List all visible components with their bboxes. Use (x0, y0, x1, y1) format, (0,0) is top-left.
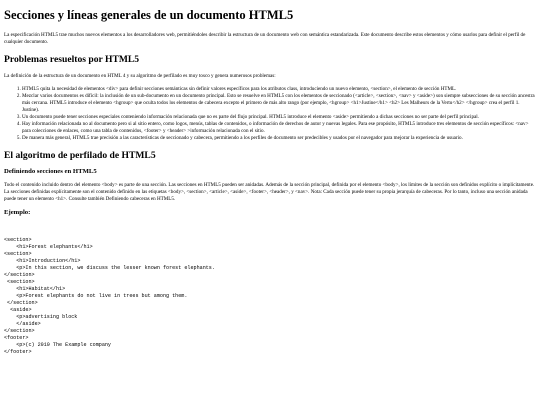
problems-heading: Problemas resueltos por HTML5 (4, 54, 140, 66)
problem-item: 3. Un documento puede tener secciones especiales conteniendo información relacionada que no es parte del flujo principal. HTML5 introduce el elemento <aside> permitiendo a dichas secciones no ser parte del perfil principal. (22, 114, 536, 121)
problems-intro: La definición de la estructura de un documento en HTML 4 y su algoritmo de perfilado es muy tosco y genera numerosos problemas: (4, 72, 276, 79)
algorithm-heading: El algoritmo de perfilado de HTML5 (4, 149, 156, 161)
intro-paragraph: La especificación HTML5 trae muchos nuevos elementos a los desarrolladores web, permitiéndoles describir la estructura de un documento web con semántica estandarizada. Este documento describe estos elementos y cómo usarlos para definir el perfil de cualquier documento. (4, 32, 526, 46)
problems-list (4, 86, 536, 142)
problem-item: 4. Hay información relacionada no al documento pero si al sitio entero, como logos, menús, tablas de contenidos, o información de derechos de autor y nuevas legales. Para ese propósito, HTML5 introduce tres elementos de sección específicos: <nav> para colecciones de enlaces, como una tabla de contenidos, <footer> y <header> >información relacionada con el sitio. (22, 121, 536, 135)
problem-item: 1. HTML5 quita la necesidad de elementos <div> para definir secciones semánticas sin definir valores específicos para los atributos class, introduciendo un nuevo elemento, <section>, el elemento de sección HTML. (22, 86, 536, 93)
page-title: Secciones y líneas generales de un documento HTML5 (4, 8, 294, 22)
example-heading: Ejemplo: (4, 209, 31, 217)
problem-item: 5. De manera más general, HTML5 trae precisión a las características de seccionado y cabecera, permitiendo a los perfiles de documento ser predecibles y usados por el navegador para mejorar la experiencia de usuario. (22, 135, 536, 142)
problem-item: 2. Mezclar varios documentos es difícil: la inclusión de un sub-documento en un documento principal. Esto se resuelve en HTML5 con los elementos de seccionado (<article>, <section>, <nav> y <aside>) son siempre subsecciones de su sección ancestra más cercana. HTML5 introduce el elemento <hgroup> que oculta todos los elementos de cabecera excepto el primero de más alto rango (por ejemplo, <hgroup> <h1>Justine</h1> <h2> Les Malheurs de la Vertu</h2> </hgroup> crea el perfil 1. Justine). (22, 93, 536, 114)
code-example: <section> <h1>Forest elephants</h1> <section> <h1>Introduction</h1> <p>In this section, we discuss the lesser known forest elephants. </section> <section> <h1>Habitat</h1> <p>Forest elephants do not live in trees but among them. </section> <aside> <p>advertising block </aside> </section> <footer> <p>(c) 2010 The Example company </footer> (4, 237, 215, 356)
defining-sections-paragraph: Todo el contenido incluido dentro del elemento <body> es parte de una sección. Las secciones en HTML5 pueden ser anidadas. Además de la sección principal, definida por el elemento <body>, los límites de la sección son definidos explícito o implícitamente. La secciones definidas explícitamente son el contenido definido en las etiquetas <body>, <section>, <article>, <aside>, <footer>, <header>, y <nav>. Nota: Cada sección puede tener su propia jerarquía de cabeceras. Por lo tanto, incluso una sección anidada puede tener un elemento <h1>. Consulte también Definiendo cabeceras en HTML5. (4, 182, 535, 203)
defining-sections-heading: Definiendo secciones en HTML5 (4, 168, 97, 176)
